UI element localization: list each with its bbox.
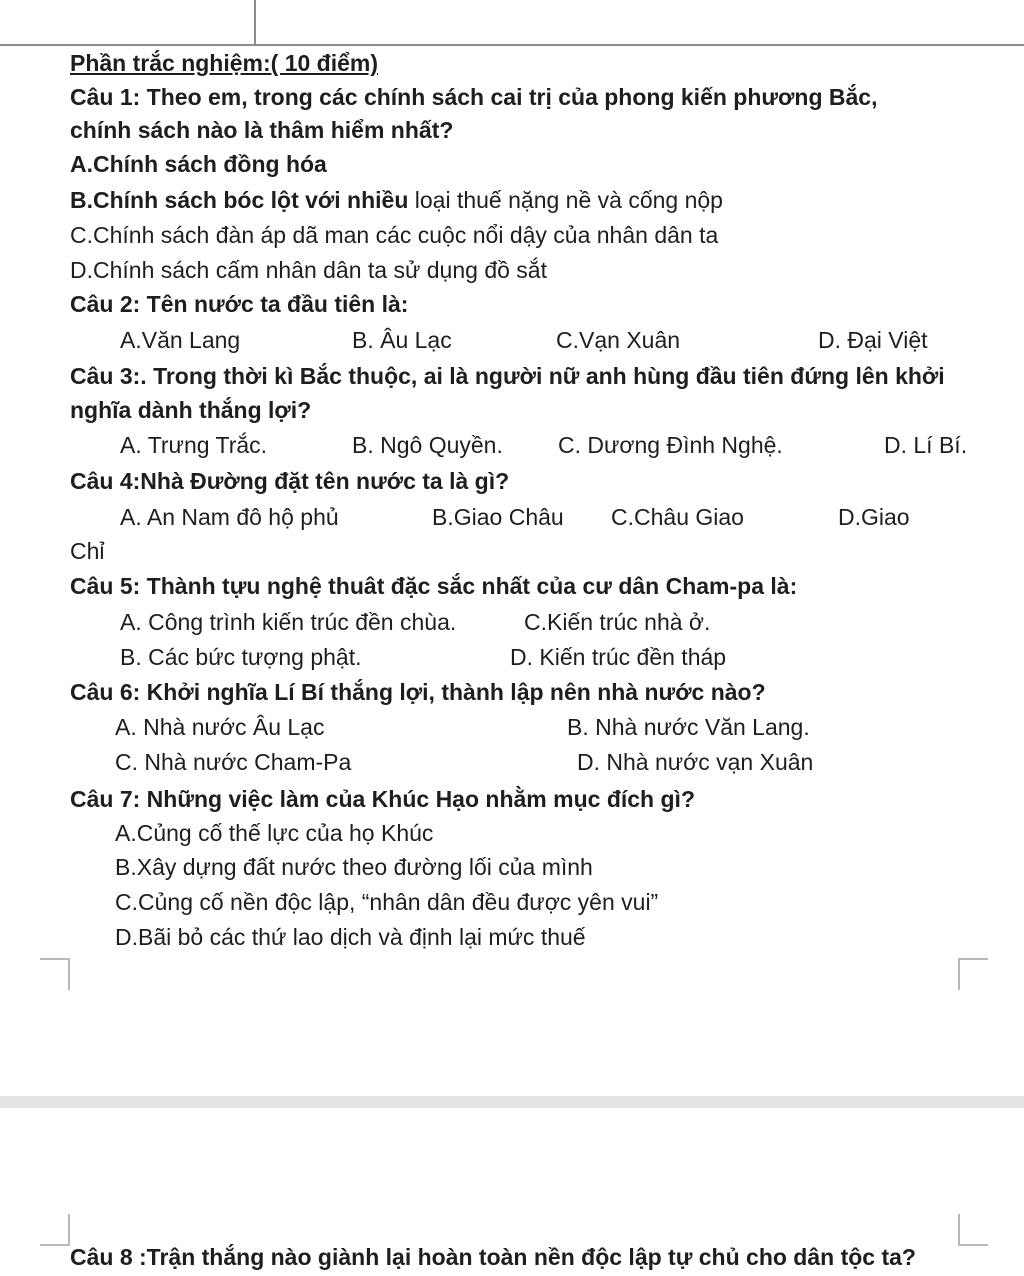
q6-option-b: B. Nhà nước Văn Lang. — [567, 714, 810, 740]
q1-option-b — [70, 185, 723, 215]
margin-corner-mark — [40, 1214, 70, 1246]
page-break — [0, 1096, 1024, 1108]
header-table-cell — [0, 0, 256, 44]
header-table-border — [0, 44, 1024, 46]
q1-text-line1: Câu 1: Theo em, trong các chính sách cai trị của phong kiến phương Bắc, — [70, 84, 878, 110]
q7-text: Câu 7: Những việc làm của Khúc Hạo nhằm mục đích gì? — [70, 786, 695, 812]
section-heading: Phần trắc nghiệm:( 10 điểm) — [70, 50, 379, 76]
margin-corner-mark — [958, 958, 988, 990]
q4-option-d: D.Giao — [838, 504, 910, 530]
q4-option-c: C.Châu Giao — [611, 504, 744, 530]
q3-text-line1: Câu 3:. Trong thời kì Bắc thuộc, ai là người nữ anh hùng đầu tiên đứng lên khởi — [70, 363, 945, 389]
q1-option-c: C.Chính sách đàn áp dã man các cuộc nổi dậy của nhân dân ta — [70, 222, 719, 248]
q2-text: Câu 2: Tên nước ta đầu tiên là: — [70, 291, 409, 317]
q7-option-c: C.Củng cố nền độc lập, “nhân dân đều được yên vui” — [115, 889, 659, 915]
q3-option-c: C. Dương Đình Nghệ. — [558, 432, 783, 458]
q5-option-c: C.Kiến trúc nhà ở. — [524, 609, 711, 635]
q2-option-c: C.Vạn Xuân — [556, 327, 681, 353]
q5-text: Câu 5: Thành tựu nghệ thuât đặc sắc nhất của cư dân Cham-pa là: — [70, 573, 798, 599]
q7-option-d: D.Bãi bỏ các thứ lao dịch và định lại mức thuế — [115, 924, 586, 950]
q8-text: Câu 8 :Trận thắng nào giành lại hoàn toàn nền độc lập tự chủ cho dân tộc ta? — [70, 1244, 916, 1270]
q5-option-a: A. Công trình kiến trúc đền chùa. — [120, 609, 457, 635]
q6-text: Câu 6: Khởi nghĩa Lí Bí thắng lợi, thành lập nên nhà nước nào? — [70, 679, 766, 705]
q6-option-c: C. Nhà nước Cham-Pa — [115, 749, 352, 775]
q1-option-b-bold: B.Chính sách bóc lột với nhiều — [70, 187, 409, 213]
q3-text-line2: nghĩa dành thắng lợi? — [70, 397, 312, 423]
q3-option-a: A. Trưng Trắc. — [120, 432, 268, 458]
margin-corner-mark — [958, 1214, 988, 1246]
q2-option-d: D. Đại Việt — [818, 327, 928, 353]
q1-option-b-rest: loại thuế nặng nề và cống nộp — [408, 187, 723, 213]
q1-text-line2: chính sách nào là thâm hiểm nhất? — [70, 117, 454, 143]
q1-option-d: D.Chính sách cấm nhân dân ta sử dụng đồ sắt — [70, 257, 547, 283]
q7-option-a: A.Củng cố thế lực của họ Khúc — [115, 820, 434, 846]
q4-option-a: A. An Nam đô hộ phủ — [120, 504, 339, 530]
margin-corner-mark — [40, 958, 70, 990]
q4-option-b: B.Giao Châu — [432, 504, 564, 530]
q4-option-d-continued: Chỉ — [70, 538, 105, 564]
q2-option-b: B. Âu Lạc — [352, 327, 452, 353]
q5-option-d: D. Kiến trúc đền tháp — [510, 644, 727, 670]
q6-option-d: D. Nhà nước vạn Xuân — [577, 749, 814, 775]
q5-option-b: B. Các bức tượng phật. — [120, 644, 362, 670]
q3-option-d: D. Lí Bí. — [884, 432, 968, 458]
q7-option-b: B.Xây dựng đất nước theo đường lối của mình — [115, 854, 593, 880]
q1-option-a: A.Chính sách đồng hóa — [70, 151, 327, 177]
q6-option-a: A. Nhà nước Âu Lạc — [115, 714, 325, 740]
q4-text: Câu 4:Nhà Đường đặt tên nước ta là gì? — [70, 468, 510, 494]
q2-option-a: A.Văn Lang — [120, 327, 241, 353]
q3-option-b: B. Ngô Quyền. — [352, 432, 503, 458]
